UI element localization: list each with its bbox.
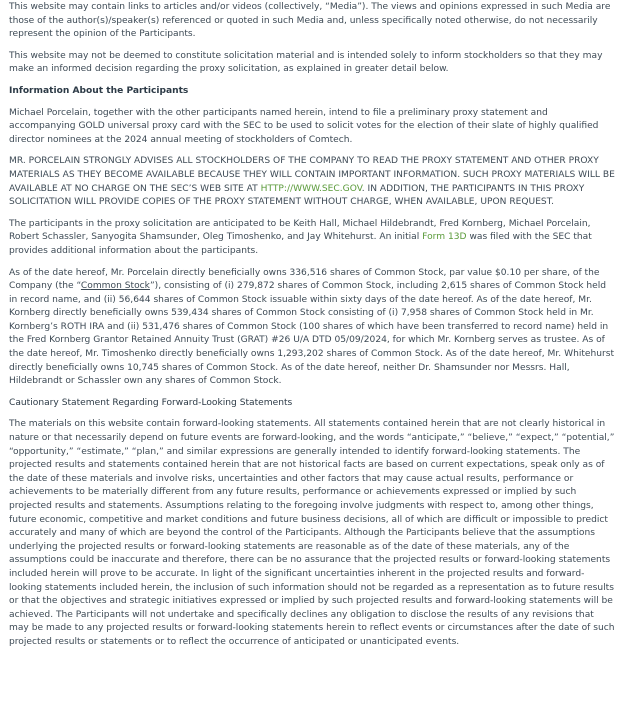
share-ownership-paragraph — [9, 267, 615, 389]
sec-website-link[interactable]: HTTP://WWW.SEC.GOV — [260, 183, 362, 194]
ownership-text-a: As of the date hereof, Mr. Porcelain directly beneficially owns 336,516 shares of Common Stock, par value $0.10 per share, of the Company (the “ — [9, 267, 600, 292]
form-13d-link[interactable]: Form 13D — [422, 232, 467, 243]
participants-heading: Information About the Participants — [9, 85, 189, 96]
solicitation-disclaimer-paragraph: This website may not be deemed to constitute solicitation material and is intended solely to inform stockholders so that they may make an informed decision regarding the proxy solicitation, as explained in greater detail below. — [9, 50, 603, 75]
forward-looking-paragraph: The materials on this website contain forward-looking statements. All statements contained herein that are not clearly historical in nature or that necessarily depend on future events are forward-looking, and the words “anticipate,” “believe,” “expect,” “potential,” “opportunity,” “estimate,” “plan,” and similar expressions are generally intended to identify forward-looking statements. The projected results and statements contained herein that are not historical facts are based on current expectations, speak only as of the date of these materials and involve risks, uncertainties and other factors that may cause actual results, performance or achievements to be materially different from any future results, performance or achievements expressed or implied by such projected results and statements. Assumptions relating to the foregoing involve judgments with respect to, among other things, future economic, competitive and market conditions and future business decisions, all of which are difficult or impossible to predict accurately and many of which are beyond the control of the Participants. Although the Participants believe that the assumptions underlying the projected results or forward-looking statements are reasonable as of the date of these materials, any of the assumptions could be inaccurate and therefore, there can be no assurance that the projected results or forward-looking statements included herein will prove to be accurate. In light of the significant uncertainties inherent in the projected results and forward-looking statements included herein, the inclusion of such information should not be regarded as a representation as to future results or that the objectives and strategic initiatives expressed or implied by such projected results and forward-looking statements will be achieved. The Participants will not undertake and specifically declines any obligation to disclose the results of any revisions that may be made to any projected results or forward-looking statements herein to reflect events or circumstances after the date of such projected results or statements or to reflect the occurrence of anticipated or unanticipated events. — [9, 419, 615, 647]
participants-text-b: was filed with the SEC that provides additional information about the participants. — [9, 232, 592, 256]
common-stock-term: Common Stock — [80, 281, 150, 292]
ownership-text-b: ”), consisting of (i) 279,872 shares of Common Stock, including 2,615 shares of Common Stock held in record name, and (ii) 56,644 shares of Common Stock issuable within sixty days of the date hereof. As of the date hereof, Mr. Kornberg directly beneficially owns 539,434 shares of Common Stock consisting of (i) 7,958 shares of Common Stock held in Mr. Kornberg’s ROTH IRA and (ii) 531,476 shares of Common Stock (100 shares of which have been transferred to record name) held in the Fred Kornberg Grantor Retained Annuity Trust (GRAT) #26 U/A DTD 05/09/2024, for which Mr. Kornberg serves as trustee. As of the date hereof, Mr. Timoshenko directly beneficially owns 1,293,202 shares of Common Stock. As of the date hereof, Mr. Whitehurst directly beneficially owns 10,745 shares of Common Stock. As of the date hereof, neither Dr. Shamsunder nor Messrs. Hall, Hildebrandt or Schassler own any shares of Common Stock. — [9, 281, 615, 387]
cautionary-heading: Cautionary Statement Regarding Forward-Looking Statements — [9, 397, 293, 408]
participants-text-a: The participants in the proxy solicitation are anticipated to be Keith Hall, Michael Hildebrandt, Fred Kornberg, Michael Porcelain, Robert Schassler, Sanyogita Shamsunder, Oleg Timoshenko, and Jay Whitehurst. An initial — [9, 218, 591, 243]
media-disclaimer-paragraph: This website may contain links to articles and/or videos (collectively, “Media”). The views and opinions expressed in such Media are those of the author(s)/speaker(s) referenced or quoted in such Media and, unless specifically noted otherwise, do not necessarily represent the opinion of the Participants. — [9, 2, 611, 40]
proxy-filing-paragraph: Michael Porcelain, together with the other participants named herein, intend to file a preliminary proxy statement and accompanying GOLD universal proxy card with the SEC to be used to solicit votes for the election of their slate of highly qualified director nominees at the 2024 annual meeting of stockholders of Comtech. — [9, 107, 599, 145]
advisory-text-a: MR. PORCELAIN STRONGLY ADVISES ALL STOCKHOLDERS OF THE COMPANY TO READ THE PROXY STATEMENT AND OTHER PROXY MATERIALS AS THEY BECOME AVAILABLE BECAUSE THEY WILL CONTAIN IMPORTANT INFORMATION. SUCH PROXY MATERIALS WILL BE AVAILABLE AT NO CHARGE ON THE SEC’S WEB SITE AT — [9, 156, 615, 194]
participants-list-paragraph — [9, 218, 615, 259]
stockholder-advisory-paragraph — [9, 155, 615, 209]
advisory-text-b: . IN ADDITION, THE PARTICIPANTS IN THIS PROXY SOLICITATION WILL PROVIDE COPIES OF THE PROXY STATEMENT WITHOUT CHARGE, WHEN AVAILABLE, UPON REQUEST. — [9, 183, 585, 208]
